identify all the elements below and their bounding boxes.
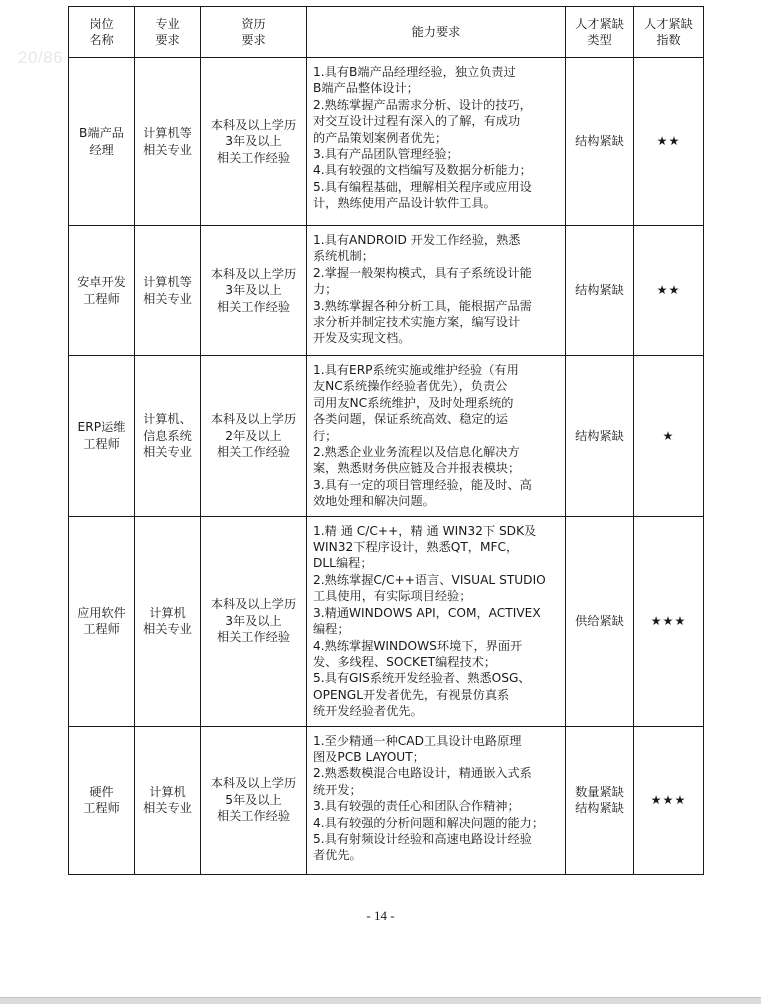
shortage-type-cell: 供给紧缺	[566, 516, 634, 726]
talent-shortage-table	[68, 6, 704, 875]
viewer-bottom-bar	[0, 997, 761, 1004]
header-education: 资历 要求	[201, 7, 307, 58]
table-row	[69, 356, 704, 517]
shortage-type-cell: 结构紧缺	[566, 226, 634, 356]
major-cell: 计算机等 相关专业	[135, 226, 201, 356]
table-header-row	[69, 7, 704, 58]
ability-cell: 1.至少精通一种CAD工具设计电路原理 图及PCB LAYOUT； 2.熟悉数模混合电路设计，精通嵌入式系 统开发； 3.具有较强的责任心和团队合作精神； 4.具有较强的分析问题和解决问题的能力； 5.具有射频设计经验和高速电路设计经验 者优先。	[307, 726, 566, 874]
education-cell: 本科及以上学历 3年及以上 相关工作经验	[201, 58, 307, 226]
ability-cell: 1.具有ANDROID 开发工作经验，熟悉 系统机制； 2.掌握一般架构模式，具有子系统设计能 力； 3.熟练掌握各种分析工具，能根据产品需 求分析并制定技术实施方案，编写设计 开发及实现文档。	[307, 226, 566, 356]
header-shortage-index: 人才紧缺 指数	[634, 7, 704, 58]
education-cell: 本科及以上学历 3年及以上 相关工作经验	[201, 226, 307, 356]
position-cell: 硬件 工程师	[69, 726, 135, 874]
shortage-index-stars: ★★★	[634, 516, 704, 726]
shortage-index-stars: ★★	[634, 226, 704, 356]
major-cell: 计算机 相关专业	[135, 516, 201, 726]
page-counter-watermark: 20/86	[18, 48, 64, 67]
shortage-type-cell: 结构紧缺	[566, 356, 634, 517]
education-cell: 本科及以上学历 3年及以上 相关工作经验	[201, 516, 307, 726]
table-row	[69, 726, 704, 874]
header-position: 岗位 名称	[69, 7, 135, 58]
page-number: - 14 -	[366, 908, 395, 923]
header-ability: 能力要求	[307, 7, 566, 58]
position-cell: 安卓开发 工程师	[69, 226, 135, 356]
education-cell: 本科及以上学历 5年及以上 相关工作经验	[201, 726, 307, 874]
table-row	[69, 58, 704, 226]
shortage-type-cell: 结构紧缺	[566, 58, 634, 226]
education-cell: 本科及以上学历 2年及以上 相关工作经验	[201, 356, 307, 517]
shortage-index-stars: ★★★	[634, 726, 704, 874]
position-cell: ERP运维 工程师	[69, 356, 135, 517]
position-cell: 应用软件 工程师	[69, 516, 135, 726]
ability-cell: 1.精 通 C/C++，精 通 WIN32下 SDK及 WIN32下程序设计，熟悉QT，MFC， DLL编程； 2.熟练掌握C/C++语言、VISUAL STUDIO 工具使用，有实际项目经验； 3.精通WINDOWS API，COM，ACTIVEX 编程； 4.熟练掌握WINDOWS环境下，界面开 发、多线程、SOCKET编程技术； 5.具有GIS系统开发经验者、熟悉OSG、 OPENGL开发者优先，有视景仿真系 统开发经验者优先。	[307, 516, 566, 726]
table-row	[69, 226, 704, 356]
major-cell: 计算机 相关专业	[135, 726, 201, 874]
table-row	[69, 516, 704, 726]
major-cell: 计算机等 相关专业	[135, 58, 201, 226]
major-cell: 计算机、 信息系统 相关专业	[135, 356, 201, 517]
header-shortage-type: 人才紧缺 类型	[566, 7, 634, 58]
shortage-index-stars: ★	[634, 356, 704, 517]
header-major: 专业 要求	[135, 7, 201, 58]
shortage-type-cell: 数量紧缺 结构紧缺	[566, 726, 634, 874]
shortage-index-stars: ★★	[634, 58, 704, 226]
ability-cell: 1.具有ERP系统实施或维护经验（有用 友NC系统操作经验者优先），负责公 司用友NC系统维护，及时处理系统的 各类问题，保证系统高效、稳定的运 行； 2.熟悉企业业务流程以及信息化解决方 案，熟悉财务供应链及合并报表模块； 3.具有一定的项目管理经验，能及时、高 效地处理和解决问题。	[307, 356, 566, 517]
ability-cell: 1.具有B端产品经理经验，独立负责过 B端产品整体设计； 2.熟练掌握产品需求分析、设计的技巧， 对交互设计过程有深入的了解，有成功 的产品策划案例者优先； 3.具有产品团队管理经验； 4.具有较强的文档编写及数据分析能力； 5.具有编程基础，理解相关程序或应用设 计，熟练使用产品设计软件工具。	[307, 58, 566, 226]
position-cell: B端产品 经理	[69, 58, 135, 226]
